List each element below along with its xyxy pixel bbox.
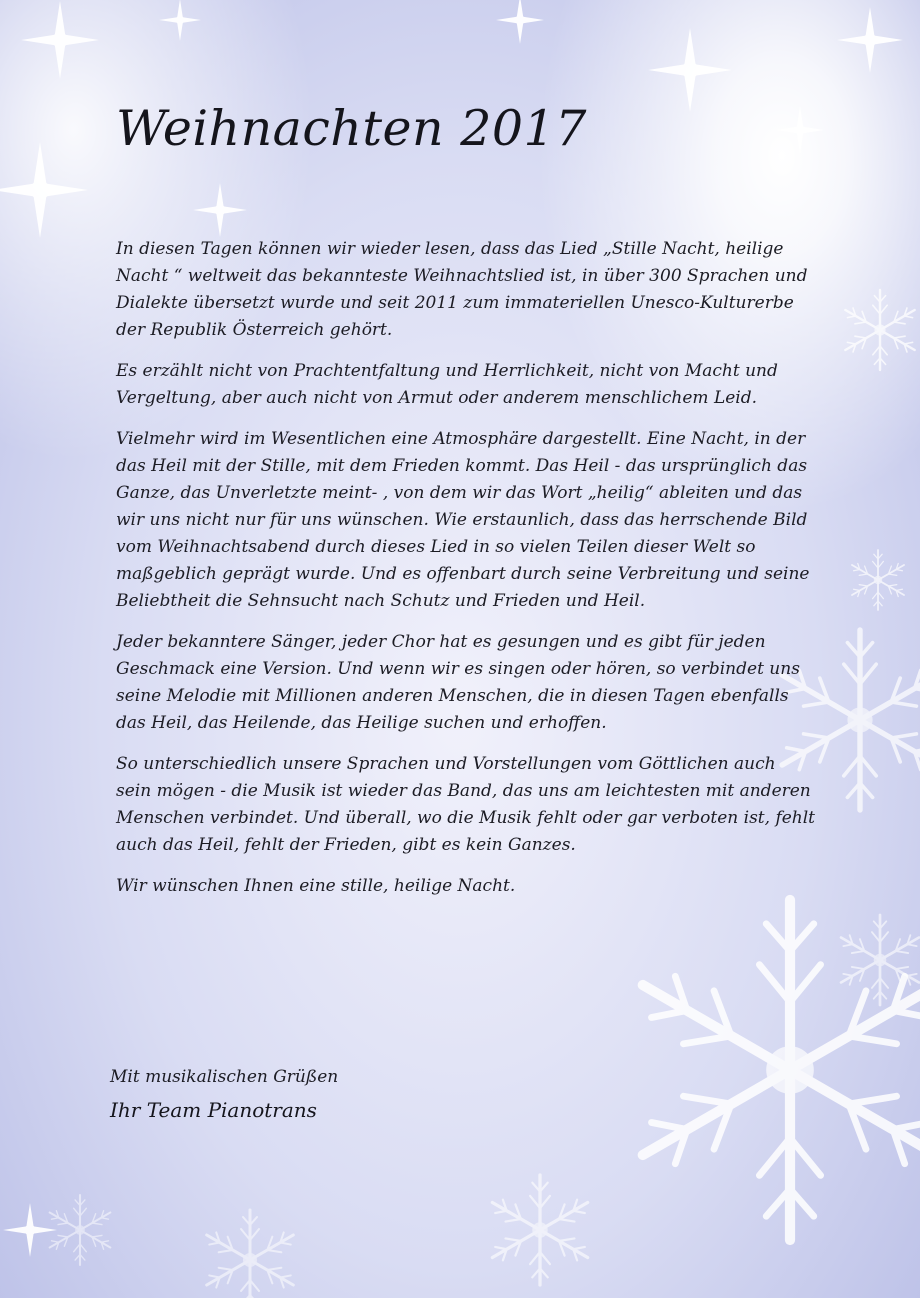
paragraph-4: Jeder bekanntere Sänger, jeder Chor hat es gesungen und es gibt für jeden Geschmack eine Version. Und wenn wir es singen oder hören, so verbindet uns seine Melodie mit Millionen anderen Menschen, die in diesen Tagen ebenfalls das Heil, das Heilende, das Heilige suchen und erhoffen. bbox=[116, 632, 800, 733]
signature: Ihr Team Pianotrans bbox=[110, 1098, 317, 1122]
paragraph-5: So unterschiedlich unsere Sprachen und Vorstellungen vom Göttlichen auch sein mögen - die Musik ist wieder das Band, das uns am leichtesten mit anderen Menschen verbindet. Und überall, wo die Musik fehlt oder gar verboten ist, fehlt auch das Heil, fehlt der Frieden, gibt es kein Ganzes. bbox=[116, 754, 816, 855]
greeting: Mit musikalischen Grüßen bbox=[110, 1067, 339, 1087]
paragraph-3: Vielmehr wird im Wesentlichen eine Atmosphäre dargestellt. Eine Nacht, in der das Heil mit der Stille, mit dem Frieden kommt. Das Heil - das ursprünglich das Ganze, das Unverletzte meint- , von dem wir das Wort „heilig“ ableiten und das wir uns nicht nur für uns wünschen. Wie erstaunlich, dass das herrschende Bild vom Weihnachtsabend durch dieses Lied in so vielen Teilen dieser Welt so maßgeblich geprägt wurde. Und es offenbart durch seine Verbreitung und seine Beliebtheit die Sehnsucht nach Schutz und Frieden und Heil. bbox=[116, 429, 810, 611]
paragraph-2: Es erzählt nicht von Prachtentfaltung und Herrlichkeit, nicht von Macht und Vergeltung, aber auch nicht von Armut oder anderem menschlichem Leid. bbox=[116, 361, 778, 408]
letter-body bbox=[116, 236, 816, 914]
paragraph-6: Wir wünschen Ihnen eine stille, heilige Nacht. bbox=[116, 876, 516, 896]
letter-closing bbox=[110, 1064, 338, 1124]
paragraph-1: In diesen Tagen können wir wieder lesen, dass das Lied „Stille Nacht, heilige Nacht “ weltweit das bekannteste Weihnachtslied ist, in über 300 Sprachen und Dialekte übersetzt wurde und seit 2011 zum immateriellen Unesco-Kulturerbe der Republik Österreich gehört. bbox=[116, 239, 808, 340]
letter-title: Weihnachten 2017 bbox=[116, 100, 587, 157]
